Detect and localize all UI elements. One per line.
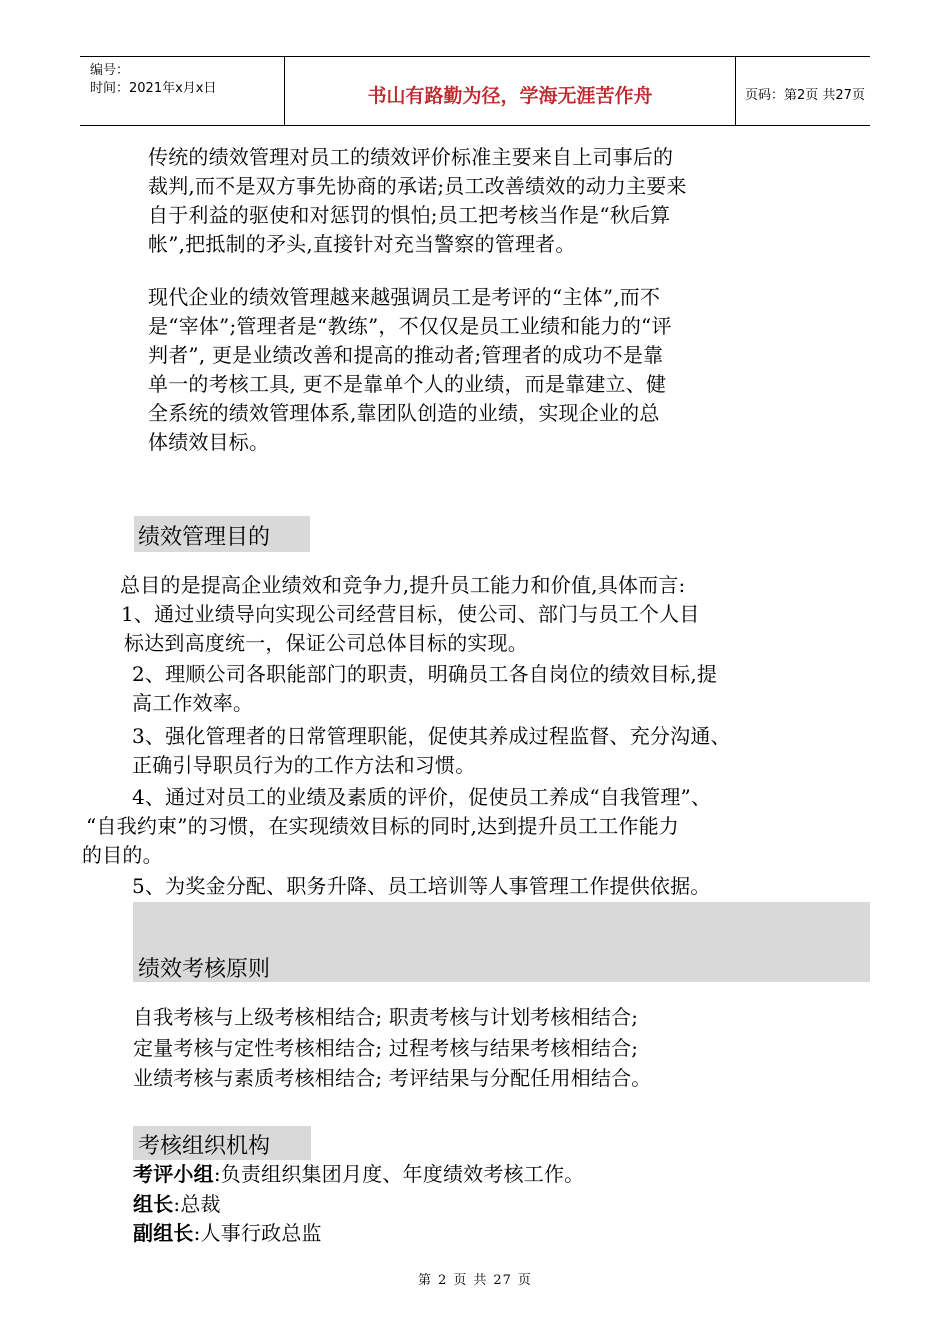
org-item — [133, 1160, 584, 1189]
text-line: 高工作效率。 — [132, 691, 254, 715]
org-item-label: 组长 — [133, 1192, 174, 1216]
list-item: 5、为奖金分配、职务升降、员工培训等人事管理工作提供依据。 — [132, 874, 711, 898]
list-item: 1、通过业绩导向实现公司经营目标，使公司、部门与员工个人目 — [121, 602, 700, 626]
footer-total-unit: 页 — [517, 1273, 532, 1288]
org-item — [133, 1219, 322, 1248]
text-line: “自我约束”的习惯，在实现绩效目标的同时,达到提升员工工作能力 — [86, 814, 680, 838]
footer-page-number: 2 — [438, 1273, 448, 1288]
page-header — [80, 56, 870, 126]
text-line: 全系统的绩效管理体系,靠团队创造的业绩，实现企业的总 — [148, 401, 660, 425]
list-item: 2、理顺公司各职能部门的职责，明确员工各自岗位的绩效目标,提 — [132, 662, 718, 686]
footer-total-number: 27 — [493, 1273, 512, 1288]
text-line: 传统的绩效管理对员工的绩效评价标准主要来自上司事后的 — [148, 145, 674, 169]
text-line: 是“宰体”;管理者是“教练”，不仅仅是员工业绩和能力的“评 — [148, 314, 672, 338]
text-line: 正确引导职员行为的工作方法和习惯。 — [132, 753, 476, 777]
text-line: 标达到高度统一，保证公司总体目标的实现。 — [124, 631, 528, 655]
text-line: 总目的是提高企业绩效和竞争力,提升员工能力和价值,具体而言: — [120, 573, 686, 597]
header-motto: 书山有路勤为径，学海无涯苦作舟 — [367, 85, 653, 107]
text-line: 裁判,而不是双方事先协商的承诺;员工改善绩效的动力主要来 — [148, 174, 687, 198]
footer-total-word: 共 — [473, 1273, 488, 1288]
org-item — [133, 1190, 221, 1219]
text-line: 自我考核与上级考核相结合; 职责考核与计划考核相结合; — [133, 1005, 639, 1029]
list-item: 3、强化管理者的日常管理职能，促使其养成过程监督、充分沟通、 — [132, 724, 731, 748]
section-heading-purpose: 绩效管理目的 — [138, 525, 271, 550]
footer-page-word: 第 — [418, 1273, 433, 1288]
header-page-cell — [735, 57, 870, 125]
org-item-label: 副组长 — [133, 1221, 194, 1245]
doc-number-label: 编号： — [90, 63, 130, 78]
org-item-text: :负责组织集团月度、年度绩效考核工作。 — [213, 1162, 585, 1186]
section-heading-organization: 考核组织机构 — [138, 1134, 271, 1159]
doc-time-label: 时间：2021年x月x日 — [90, 81, 217, 96]
text-line: 自于利益的驱使和对惩罚的惧怕;员工把考核当作是“秋后算 — [148, 203, 671, 227]
header-page-info: 页码：第2页 共27页 — [745, 88, 865, 103]
text-line: 单一的考核工具, 更不是靠单个人的业绩，而是靠建立、健 — [148, 372, 667, 396]
text-line: 帐”,把抵制的矛头,直接针对充当警察的管理者。 — [148, 232, 576, 256]
text-line: 现代企业的绩效管理越来越强调员工是考评的“主体”,而不 — [148, 285, 661, 309]
text-line: 判者”, 更是业绩改善和提高的推动者;管理者的成功不是靠 — [148, 343, 664, 367]
text-line: 定量考核与定性考核相结合; 过程考核与结果考核相结合; — [133, 1036, 639, 1060]
footer-page-unit: 页 — [453, 1273, 468, 1288]
text-line: 业绩考核与素质考核相结合; 考评结果与分配任用相结合。 — [133, 1066, 652, 1090]
text-line: 的目的。 — [82, 843, 163, 867]
org-item-label: 考评小组 — [133, 1162, 214, 1186]
section-heading-principles: 绩效考核原则 — [138, 957, 271, 982]
text-line: 体绩效目标。 — [148, 430, 270, 454]
page-footer — [0, 1269, 950, 1288]
org-item-text: :总裁 — [173, 1192, 221, 1216]
header-motto-cell — [284, 57, 736, 125]
list-item: 4、通过对员工的业绩及素质的评价，促使员工养成“自我管理”、 — [132, 785, 712, 809]
header-meta — [80, 57, 284, 125]
org-item-text: :人事行政总监 — [193, 1221, 322, 1245]
